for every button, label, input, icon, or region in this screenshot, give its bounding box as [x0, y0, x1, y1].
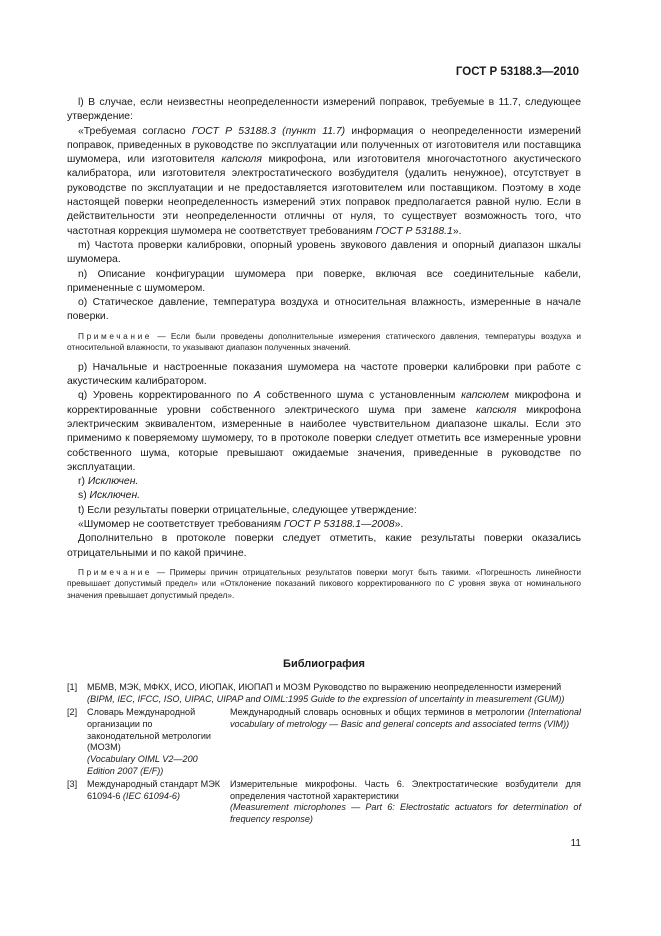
entry-title: Международный словарь основных и общих терминов в метрологии	[230, 707, 525, 717]
italic-text: ГОСТ Р 53188.1	[375, 225, 453, 237]
text-run: — Если были проведены дополнительные измерения статического давления, температуры воздуха и относительной влажности, то указывают диапазон полученных значений.	[67, 330, 581, 353]
entry-title: Измерительные микрофоны. Часть 6. Электростатические возбудители для определения частотной характеристики	[230, 778, 581, 801]
entry-source: Словарь Международной организации по законодательной метрологии (МОЗМ)	[87, 707, 211, 753]
text-run: ».	[394, 519, 404, 531]
text-run: микрофона электрическим эквивалентом, измеренные в наиболее чувствительном диапазоне шкалы. Если это применимо к поверяемому шумомеру, то в протоколе поверки следует отметить все измеренные уровни собственного шума, которые превышают ожидаемые значения, приведенные в руководстве по эксплуатации.	[67, 404, 581, 473]
entry-text-english: (BIPM, IEC, IFCC, ISO, UIPAC, UIPAP and OIML:1995 Guide to the expression of uncertainty in measurement (GUM))	[87, 694, 565, 705]
text-run: t) Если результаты поверки отрицательные, следующее утверждение:	[78, 504, 417, 516]
text-run: микрофона, или изготовителя многочастотного акустического калибратора, или изготовителя электростатического возбудителя (удалить ненужное), отсутствует в руководстве по эксплуатации и не предоставляется изготовителем или поставщиком. Поэтому в ходе настоящей поверки неопределенность измерений этих поправок предполагается равной нулю. Если в действительности эти неопределенности отличны от нуля, то существует возможность того, что частотная коррекция шумомера не соответствует требованиям	[67, 154, 581, 237]
text-run: l) В случае, если неизвестны неопределенности измерений поправок, требуемые в 11.7, следующее утверждение:	[67, 97, 581, 123]
text-run: o) Статическое давление, температура воздуха и относительная влажность, измеренные в начале поверки.	[67, 297, 581, 323]
text-run: — Примеры причин отрицательных результатов поверки могут быть такими. «Погрешность линейности превышает допустимый предел» или «Отклонение показаний пикового корректированного по	[67, 566, 581, 589]
text-run: m) Частота проверки калибровки, опорный уровень звукового давления и опорный диапазон шкалы шумомера.	[67, 239, 581, 266]
italic-text: ГОСТ Р 53188.1—2008	[283, 519, 395, 531]
body-paragraph	[67, 96, 581, 125]
body-paragraph	[67, 239, 581, 268]
italic-text: капсюля	[475, 404, 517, 416]
note-label: Примечание	[78, 566, 153, 577]
entry-text: МБМВ, МЭК, МФКХ, ИСО, ИЮПАК, ИЮПАП и МОЗМ Руководство по выражению неопределенности измерений	[87, 682, 562, 693]
text-run: «Требуемая согласно	[78, 125, 192, 137]
italic-text: ГОСТ Р 53188.3 (пункт 11.7)	[191, 125, 346, 137]
page-number: 11	[570, 837, 581, 849]
text-run: r)	[78, 476, 88, 488]
italic-text: Исключен.	[89, 490, 141, 502]
text-run: «Шумомер не соответствует требованиям	[78, 519, 284, 531]
note-label: Примечание	[78, 330, 153, 341]
note-paragraph	[67, 567, 581, 602]
body-paragraph	[67, 389, 581, 475]
body-paragraph	[67, 532, 581, 561]
body-paragraph	[67, 489, 581, 503]
text-run: информация о неопределенности измерений поправок, приведенных в руководстве по эксплуатации или полученных от изготовителя или поставщика шумомера, или изготовителя	[67, 125, 582, 166]
text-run: q) Уровень корректированного по	[78, 390, 254, 402]
bibliography-entry-2	[67, 707, 581, 778]
body-paragraph	[67, 504, 581, 518]
text-run: Дополнительно в протоколе поверки следует отметить, какие результаты поверки оказались отрицательными и по какой причине.	[67, 533, 581, 559]
bibliography-entry-1	[67, 682, 581, 706]
body-paragraph	[67, 475, 581, 489]
note-paragraph	[67, 331, 581, 354]
entry-title-english: (International vocabulary of metrology — Basic and general concepts and associated terms (VIM))	[230, 707, 581, 729]
entry-number: [3]	[67, 778, 78, 789]
bibliography-title: Библиография	[283, 658, 365, 671]
entry-source-english: (IEC 61094-6)	[122, 790, 181, 801]
bibliography-list	[67, 682, 581, 826]
text-run: уровня звука от номинального значения превышает допустимый предел».	[67, 578, 582, 600]
italic-text: Исключен.	[87, 476, 139, 488]
text-run: n) Описание конфигурации шумомера при поверке, включая все соединительные кабели, примененные с шумомером.	[67, 268, 581, 294]
entry-title-english: (Measurement microphones — Part 6: Electrostatic actuators for determination of frequency response)	[230, 802, 581, 825]
entry-number: [2]	[67, 707, 78, 717]
italic-text: С	[448, 578, 455, 589]
entry-source: Международный стандарт МЭК 61094-6	[87, 778, 221, 801]
body-paragraph	[67, 361, 581, 390]
document-id-header: ГОСТ Р 53188.3—2010	[455, 66, 579, 78]
main-text	[67, 96, 581, 601]
bibliography-entry-3	[67, 779, 581, 826]
italic-text: капсюля	[221, 154, 262, 166]
body-paragraph	[67, 125, 581, 239]
text-run: s)	[78, 490, 90, 502]
page-body	[67, 96, 581, 850]
body-paragraph	[67, 268, 581, 297]
entry-source-english: (Vocabulary OIML V2—200 Edition 2007 (E/F))	[87, 754, 198, 776]
italic-text: А	[253, 390, 261, 402]
body-paragraph	[67, 296, 581, 325]
text-run: ».	[452, 225, 462, 237]
text-run: p) Начальные и настроенные показания шумомера на частоте проверки калибровки при работе с акустическим калибратором.	[67, 361, 581, 388]
body-paragraph	[67, 518, 581, 532]
entry-number: [1]	[67, 682, 78, 693]
text-run: микрофона и корректированные уровни собственного электрического шума при замене	[67, 390, 581, 416]
text-run: собственного шума с установленным	[260, 390, 462, 402]
italic-text: капсюлем	[461, 390, 509, 402]
